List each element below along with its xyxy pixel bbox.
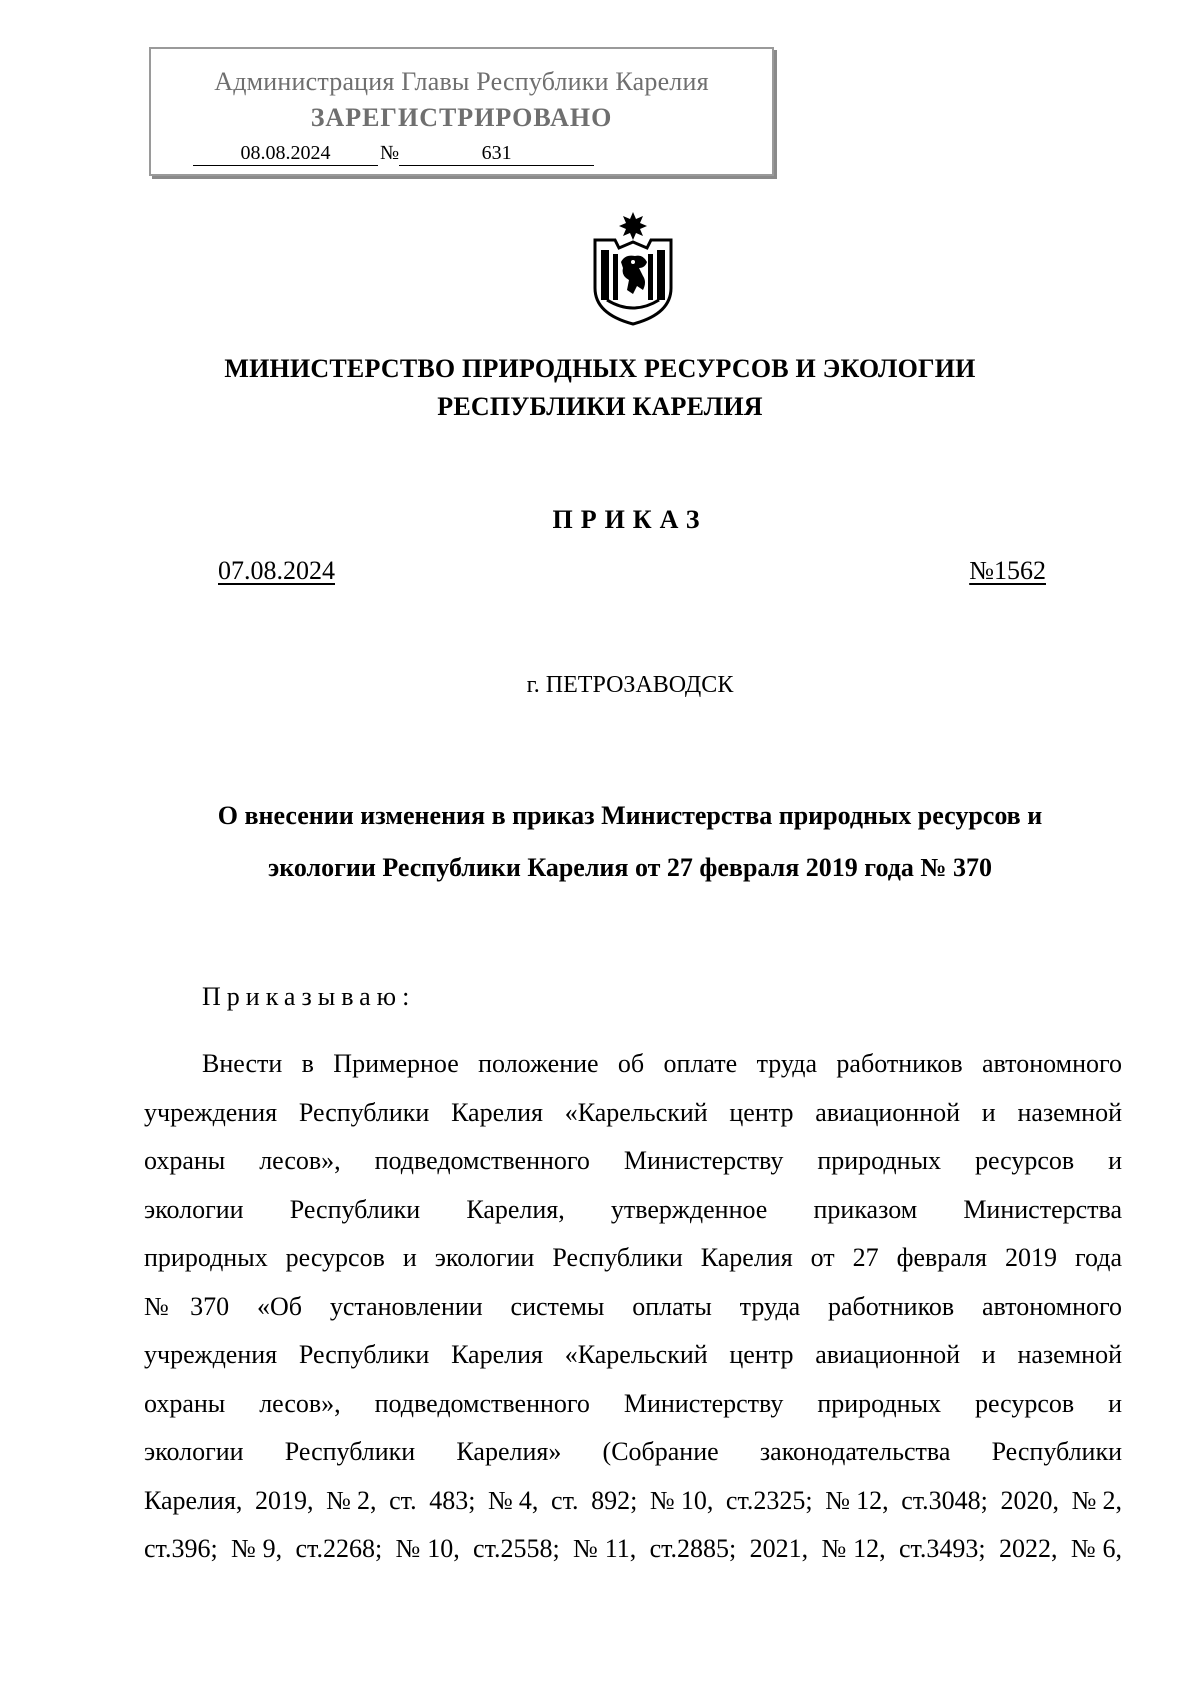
stamp-number-label: № xyxy=(380,142,400,164)
order-subject-line2: экологии Республики Карелия от 27 февраля 2019 года № 370 xyxy=(267,853,992,882)
ministry-name-line2: РЕСПУБЛИКИ КАРЕЛИЯ xyxy=(437,392,763,421)
body-line: Карелия, 2019, №2, ст. 483; №4, ст. 892; №10, ст.2325; №12, ст.3048; 2020, №2, xyxy=(144,1485,1122,1515)
registration-stamp xyxy=(149,47,774,176)
order-date: 07.08.2024 xyxy=(218,556,335,585)
order-number: №1562 xyxy=(969,556,1046,585)
stamp-authority: Администрация Главы Республики Карелия xyxy=(214,67,709,96)
body-line: учреждения Республики Карелия «Карельский центр авиационной и наземной xyxy=(144,1097,1122,1127)
body-line: охраны лесов», подведомственного Министерству природных ресурсов и xyxy=(144,1146,1122,1175)
order-title: ПРИКАЗ xyxy=(552,505,708,534)
stamp-registration-line xyxy=(193,142,594,166)
stamp-registration-date: 08.08.2024 xyxy=(193,142,378,166)
body-line: Внести в Примерное положение об оплате труда работников автономного xyxy=(202,1049,1122,1078)
body-line: экологии Республики Карелия, утвержденное приказом Министерства xyxy=(144,1194,1122,1224)
body-line: №370 «Об установлении системы оплаты труда работников автономного xyxy=(144,1291,1122,1321)
coat-of-arms-icon xyxy=(585,210,681,326)
body-line: охраны лесов», подведомственного Министерству природных ресурсов и xyxy=(144,1388,1122,1418)
order-subject xyxy=(170,790,1090,894)
body-line: природных ресурсов и экологии Республики Карелия от 27 февраля 2019 года xyxy=(144,1243,1122,1272)
order-subject-line1: О внесении изменения в приказ Министерства природных ресурсов и xyxy=(217,801,1043,830)
body-text xyxy=(144,1040,1122,1574)
ministry-name-line1: МИНИСТЕРСТВО ПРИРОДНЫХ РЕСУРСОВ И ЭКОЛОГИИ xyxy=(224,354,976,383)
body-line: ст.396; №9, ст.2268; №10, ст.2558; №11, ст.2885; 2021, №12, ст.3493; 2022, №6, xyxy=(144,1534,1122,1563)
order-city: г. ПЕТРОЗАВОДСК xyxy=(526,672,734,698)
stamp-registration-number: 631 xyxy=(399,142,594,166)
stamp-registered-label: ЗАРЕГИСТРИРОВАНО xyxy=(310,103,613,132)
body-line: экологии Республики Карелия» (Собрание законодательства Республики xyxy=(144,1437,1122,1466)
body-line: учреждения Республики Карелия «Карельский центр авиационной и наземной xyxy=(144,1340,1122,1369)
decree-word: Приказываю: xyxy=(202,982,416,1011)
